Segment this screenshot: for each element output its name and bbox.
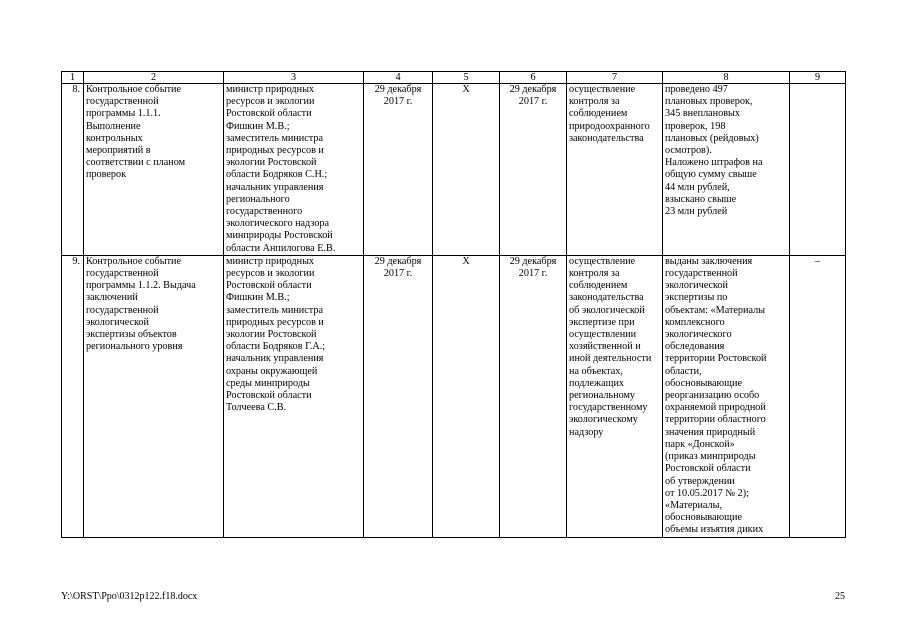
planned-date: 29 декабря 2017 г. bbox=[364, 255, 433, 537]
actual-result: выданы заключения государственной экологической экспертизы по объектам: «Материалы комплексного экологического обследования территории Ростовской области, обосновывающие реорганизацию особо охраняемой природной территории областного значения природный парк «Донской» (приказ минприроды Ростовской области об утверждении от 10.05.2017 № 2); «Материалы, обосновывающие объемы изъятия диких bbox=[663, 255, 790, 537]
col-header-8: 8 bbox=[663, 72, 790, 84]
actual-result: проведено 497 плановых проверок, 345 внеплановых проверок, 198 плановых (рейдовых) осмотров). Наложено штрафов на общую сумму свыше 44 млн рублей, взыскано свыше 23 млн рублей bbox=[663, 84, 790, 256]
col9-value bbox=[790, 84, 846, 256]
col-header-7: 7 bbox=[567, 72, 663, 84]
col5-value: X bbox=[433, 255, 500, 537]
page-number: 25 bbox=[835, 591, 845, 602]
report-table bbox=[61, 71, 846, 538]
expected-result: осуществление контроля за соблюдением природоохранного законодательства bbox=[567, 84, 663, 256]
expected-result: осуществление контроля за соблюдением законодательства об экологической экспертизе при осуществлении хозяйственной и иной деятельности на объектах, подлежащих региональному государственному экологическому надзору bbox=[567, 255, 663, 537]
control-event: Контрольное событие государственной программы 1.1.1. Выполнение контрольных мероприятий в соответствии с планом проверок bbox=[84, 84, 224, 256]
responsible-persons: министр природных ресурсов и экологии Ростовской области Фишкин М.В.; заместитель министра природных ресурсов и экологии Ростовской области Бодряков С.Н.; начальник управления регионального государственного экологического надзора минприроды Ростовской области Анпилогова Е.В. bbox=[224, 84, 364, 256]
col-header-6: 6 bbox=[500, 72, 567, 84]
col-header-2: 2 bbox=[84, 72, 224, 84]
col-header-5: 5 bbox=[433, 72, 500, 84]
actual-date: 29 декабря 2017 г. bbox=[500, 255, 567, 537]
col-header-4: 4 bbox=[364, 72, 433, 84]
col-header-9: 9 bbox=[790, 72, 846, 84]
col5-value: X bbox=[433, 84, 500, 256]
column-number-row bbox=[62, 72, 846, 84]
col-header-1: 1 bbox=[62, 72, 84, 84]
planned-date: 29 декабря 2017 г. bbox=[364, 84, 433, 256]
row-number: 8. bbox=[62, 84, 84, 256]
table-row bbox=[62, 255, 846, 537]
col-header-3: 3 bbox=[224, 72, 364, 84]
responsible-persons: министр природных ресурсов и экологии Ростовской области Фишкин М.В.; заместитель министра природных ресурсов и экологии Ростовской области Бодряков Г.А.; начальник управления охраны окружающей среды минприроды Ростовской области Толчеева С.В. bbox=[224, 255, 364, 537]
table-row bbox=[62, 84, 846, 256]
col9-value: – bbox=[790, 255, 846, 537]
control-event: Контрольное событие государственной программы 1.1.2. Выдача заключений государственной экологической экспертизы объектов регионального уровня bbox=[84, 255, 224, 537]
footer-file-path: Y:\ORST\Ppo\0312p122.f18.docx bbox=[61, 591, 198, 602]
row-number: 9. bbox=[62, 255, 84, 537]
actual-date: 29 декабря 2017 г. bbox=[500, 84, 567, 256]
